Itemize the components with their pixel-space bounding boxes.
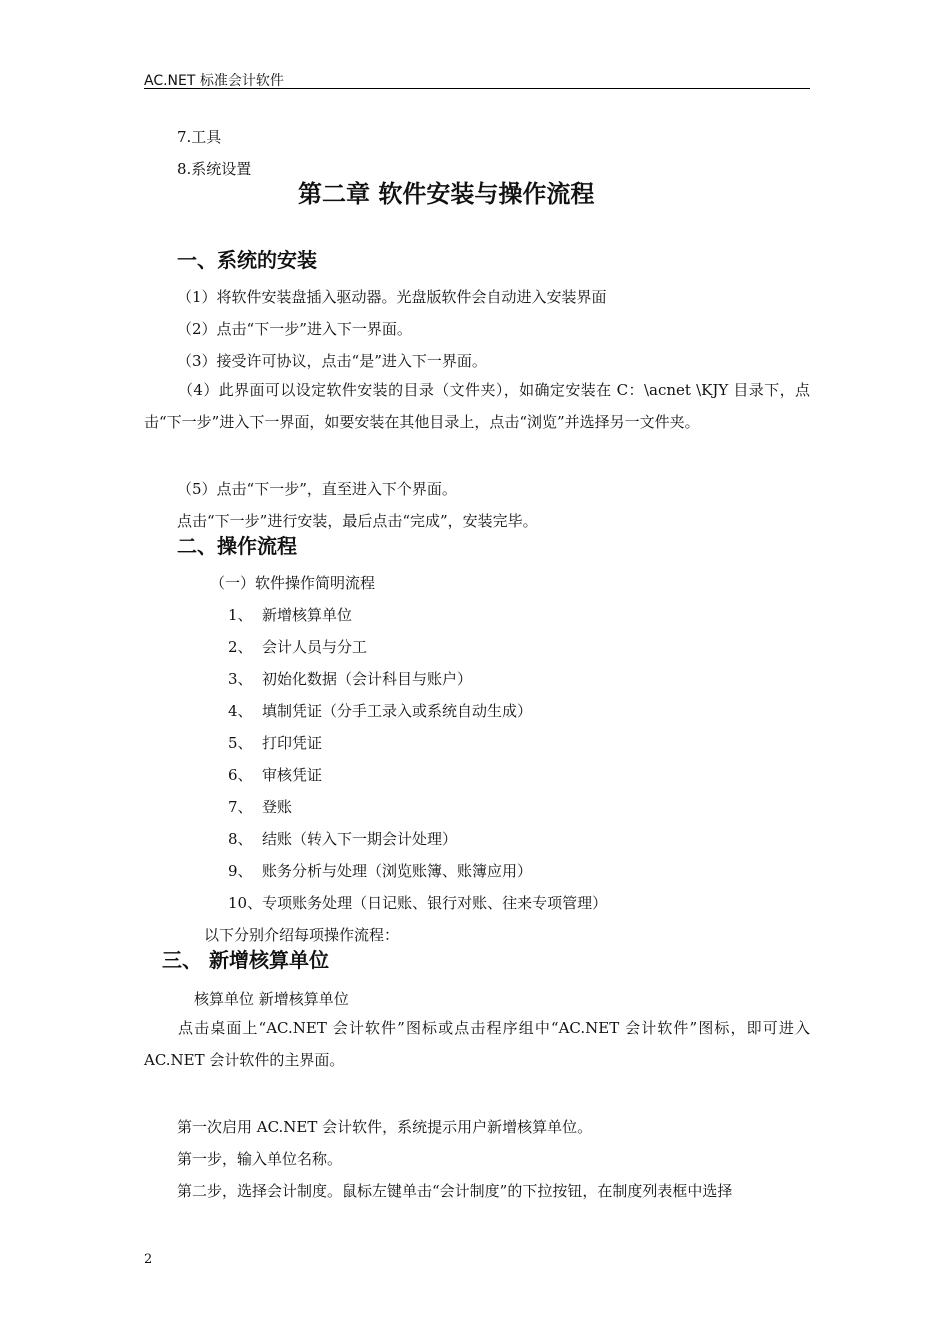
install-step: （3）接受许可协议，点击“是”进入下一界面。 [177,352,487,370]
list-item: 2、 会计人员与分工 [228,638,368,656]
section-heading-workflow: 二、操作流程 [177,534,297,558]
subheading-workflow: （一）软件操作简明流程 [210,574,376,592]
list-item: 5、 打印凭证 [228,734,323,752]
menu-path: 核算单位 新增核算单位 [194,990,349,1008]
install-step: （2）点击“下一步”进入下一界面。 [177,320,412,338]
install-step: （5）点击“下一步”，直至进入下个界面。 [177,480,457,498]
list-item: 8、 结账（转入下一期会计处理） [228,830,458,848]
section-heading-install: 一、系统的安装 [177,248,317,272]
list-item: 10、专项账务处理（日记账、银行对账、往来专项管理） [228,894,608,912]
install-step: （1）将软件安装盘插入驱动器。光盘版软件会自动进入安装界面 [177,288,607,306]
workflow-outro: 以下分别介绍每项操作流程： [204,926,400,944]
page-number: 2 [144,1252,153,1267]
paragraph: 点击桌面上“AC.NET 会计软件”图标或点击程序组中“AC.NET 会计软件”图标，即可进入 AC.NET 会计软件的主界面。 [144,1019,810,1069]
list-item: 6、 审核凭证 [228,766,323,784]
paragraph: 第二步，选择会计制度。鼠标左键单击“会计制度”的下拉按钮，在制度列表框中选择 [177,1182,733,1200]
toc-item-tools: 7.工具 [177,128,222,146]
list-item: 9、 账务分析与处理（浏览账簿、账簿应用） [228,862,533,880]
section-heading-new-unit: 三、 新增核算单位 [162,948,329,972]
list-item: 3、 初始化数据（会计科目与账户） [228,670,473,688]
header-rule [144,88,810,89]
running-header: AC.NET 标准会计软件 [144,73,284,89]
paragraph: 第一步，输入单位名称。 [177,1150,343,1168]
install-step-paragraph: （4）此界面可以设定软件安装的目录（文件夹），如确定安装在 C：\acnet \KJY 目录下，点击“下一步”进入下一界面，如要安装在其他目录上，点击“浏览”并选择另一文件夹。 [144,381,810,431]
list-item: 7、 登账 [228,798,293,816]
chapter-title: 第二章 软件安装与操作流程 [298,180,595,208]
install-finish: 点击“下一步”进行安装，最后点击“完成”，安装完毕。 [177,512,538,530]
list-item: 4、 填制凭证（分手工录入或系统自动生成） [228,702,533,720]
list-item: 1、 新增核算单位 [228,606,353,624]
toc-item-settings: 8.系统设置 [177,160,252,178]
paragraph: 第一次启用 AC.NET 会计软件，系统提示用户新增核算单位。 [177,1118,593,1136]
